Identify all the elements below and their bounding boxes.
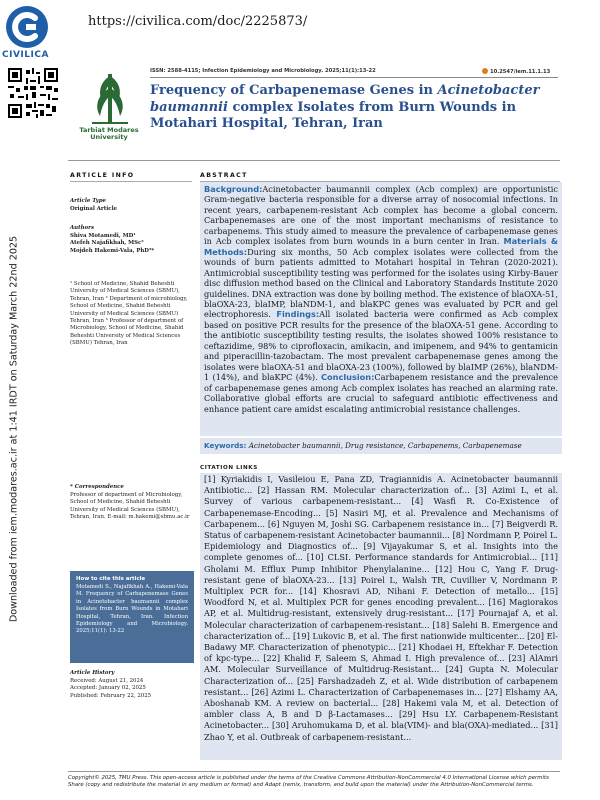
findings-label: Findings: bbox=[276, 309, 320, 320]
correspondence-label: * Correspondence bbox=[70, 484, 124, 490]
keywords bbox=[204, 441, 522, 450]
doi-icon bbox=[482, 68, 488, 74]
title-prefix: Frequency of Carbapenemase Genes in bbox=[150, 83, 438, 98]
author-affiliations: ¹ School of Medicine, Shahid Beheshti University of Medical Sciences (SBMU), Tehran, Iran ² Department of microbiology, School of Medicine, Shahid Beheshti University of Medical Sciences (SBMU) Tehran, Iran ³ Professor of department of Microbiology, School of Medicine, Shahid Beheshti University of Medical Sciences (SBMU) Tehran, Iran bbox=[70, 281, 188, 347]
history-published: Published: February 22, 2025 bbox=[70, 692, 152, 699]
journal-issn-line: ISSN: 2588-4115; Infection Epidemiology and Microbiology. 2025;11(1):13-22 bbox=[150, 68, 376, 74]
author-item: Mojdeh Hakemi-Vala, PhD³* bbox=[70, 247, 155, 254]
article-info-divider bbox=[70, 181, 192, 182]
qr-code-icon bbox=[8, 68, 58, 118]
doi-link[interactable] bbox=[482, 68, 550, 75]
keywords-text: Acinetobacter baumannii, Drug resistance, Carbapenems, Carbapenemase bbox=[248, 441, 522, 450]
how-to-cite-heading: How to cite this article bbox=[76, 576, 146, 582]
header-divider bbox=[150, 77, 558, 78]
background-label: Background: bbox=[204, 184, 263, 194]
conclusion-label: Conclusion: bbox=[321, 372, 375, 383]
abstract-body bbox=[204, 184, 558, 414]
university-logo-text: Tarbiat Modares University bbox=[79, 126, 139, 141]
footer-divider bbox=[68, 771, 560, 772]
conclusion-text: Carbapenem resistance and the prevalence of carbapenemase genes among Acb complex isolates has reached an alarming rate. Collaborative global efforts are crucial to safeguard antibiotic effectiveness and enhance patient care amidst escalating antimicrobial resistance challenges. bbox=[204, 372, 558, 414]
title-divider bbox=[68, 160, 560, 161]
how-to-cite-box bbox=[70, 571, 194, 663]
article-history-label: Article History bbox=[70, 670, 115, 676]
citation-links-heading: CITATION LINKS bbox=[200, 465, 258, 471]
download-note bbox=[8, 154, 20, 704]
abstract-heading: ABSTRACT bbox=[200, 172, 248, 179]
download-note-text: Downloaded from iem.modares.ac.ir at 1:41 IRDT on Saturday March 22nd 2025 bbox=[8, 235, 20, 623]
article-type-value: Original Article bbox=[70, 206, 118, 212]
doi-text: 10.2547/iem.11.1.13 bbox=[490, 69, 551, 75]
copyright-notice: Copyright© 2025, TMU Press. This open-access article is published under the terms of the Creative Commons Attribution-NonCommercial 4.0 International License which permits Share (copy and redistribute the material in any medium or format) and Adapt (remix, transform, and build upon the material) under the Attribution-NonCommercial terms. bbox=[68, 775, 549, 789]
title-species: Acinetobacter baumannii bbox=[150, 83, 540, 115]
authors-label: Authors bbox=[70, 225, 94, 231]
article-type-label: Article Type bbox=[70, 198, 106, 204]
citation-links-text[interactable]: [1] Kyriakidis I, Vasileiou E, Pana ZD, Tragiannidis A. Acinetobacter baumannii Antibiotic... [2] Hassan RM. Molecular characterization of... [3] Azimi L, et al. Survey of various carbapenem-resistant... [4] Wasfi R. Co-Existence of Carbapenemase-Encoding... [5] Nasiri MJ, et al. Prevalence and Mechanisms of Carbapenem... [6] Nguyen M, Joshi SG. Carbapenem resistance in... [7] Beigverdi R. Status of carbapenem-resistant Acinetobacter baumannii... [8] Nordmann P, Poirel L. Epidemiology and Diagnostics of... [9] Vijayakumar S, et al. Insights into the complete genomes of... [10] CLSI. Performance standards for Antimicrobial... [11] Gholami M. Efflux Pump Inhibitor Phenylalanine... [12] Hou C, Yang F. Drug-resistant gene of blaOXA-23... [13] Poirel L, Walsh TR, Cuvillier V, Nordmann P. Multiplex PCR for... [14] Khosravi AD, Nihani F. Detection of metallo... [15] Woodford N, et al. Multiplex PCR for genes encoding prevalent... [16] Magiorakos AP, et al. Multidrug-resistant, extensively drug-resistant... [17] Pournajaf A, et al. Molecular characterization of carbapenem-resistant... [18] Salehi B. Emergence and characterization of... [19] Lukovic B, et al. The first nationwide multicenter... [20] El-Badawy MF. Characterization of phenotypic... [21] Khodaei H, Eftekhar F. Detection of kpc-type... [22] Khalid F, Saleem S, Ahmad I. High prevalence of... [23] AlAmri AM. Molecular Surveillance of Multidrug-Resistant... [24] Gupta N. Molecular Characterization of... [25] Farshadzadeh Z, et al. Wide distribution of carbapenem resistant... [26] Azimi L. Characterization of Carbapenemases in... [27] Elshamy AA, Aboshanab KM. A review on bacterial... [28] Hakemi vala M, et al. Detection of ambler class A, B and D β-Lactamases... [29] Hsu LY. Carbapenem-Resistant Acinetobacter... [30] Aruhomukama D, et al. bla(VIM)- and bla(OXA)-mediated... [31] Zhao Y, et al. Outbreak of carbapenem-resistant... bbox=[204, 474, 558, 742]
article-history-list bbox=[70, 678, 194, 700]
methods-label: Materials & Methods: bbox=[204, 236, 558, 257]
article-info-heading: ARTICLE INFO bbox=[70, 172, 135, 179]
author-item: Shiva Motamedi, MD¹ bbox=[70, 233, 136, 239]
author-item: Atefeh Najafikhah, MSc² bbox=[70, 240, 144, 247]
civilica-logo[interactable] bbox=[4, 4, 50, 50]
history-accepted: Accepted: January 02, 2025 bbox=[70, 685, 146, 692]
findings-text: All isolated bacteria were confirmed as Acb complex based on positive PCR results for the presence of the blaOXA-51 gene. According to the antibiotic susceptibility testing results, the isolates showed 100% resistance to ceftazidime, 98% to ciprofloxacin, amikacin, and imipenem, and 94% to gentamicin and piperacillin-tazobactam. The most prevalent carbapenemase genes among the isolates were blaOXA-51 and blaOXA-23 (100%), followed by blaIMP (26%), blaNDM-1 (14%), and blaKPC (4%). bbox=[204, 309, 558, 383]
article-title bbox=[150, 83, 560, 133]
how-to-cite-text: Motamedi S., Najafikhah A., Hakemi-Vala M. Frequency of Carbapenemase Genes in Acinetobacter baumannii complex Isolates from Burn Wounds in Motahari Hospital, Tehran, Iran. Infection Epidemiology and Microbiology. 2025;11(1): 13-22 bbox=[76, 584, 188, 635]
title-suffix: complex Isolates from Burn Wounds in Motahari Hospital, Tehran, Iran bbox=[150, 99, 517, 131]
keywords-label: Keywords: bbox=[204, 441, 247, 450]
document-url[interactable]: https://civilica.com/doc/2225873/ bbox=[88, 14, 308, 29]
correspondence-text: Professor of department of Microbiology, School of Medicine, Shahid Beheshti University of Medical Sciences (SBMU), Tehran, Iran. E-mail: m.hakemi@sbmu.ac.ir bbox=[70, 492, 190, 521]
background-text: Acinetobacter baumannii complex (Acb complex) are opportunistic Gram-negative bacteria responsible for a diverse array of nosocomial infections. In recent years, carbapenem-resistant Acb complex has become a global concern. Carbapenemases are one of the most important mechanisms of resistance to carbapenems. This study aimed to measure the prevalence of carbapenemase genes in Acb complex isolates from burn wounds in a burn center in Iran. bbox=[204, 184, 558, 247]
methods-text: During six months, 50 Acb complex isolates were collected from the wounds of burn patients admitted to Motahari hospital in Tehran (2020-2021). Antimicrobial susceptibility testing was performed for the isolates using Kirby-Bauer disc diffusion method based on the Clinical and Laboratory Standards Institute 2020 guidelines. DNA extraction was done by boiling method. The existence of blaOXA-51, blaOXA-23, blaIMP, blaNDM-1, and blaKPC genes was evaluated by PCR and gel electrophoresis. bbox=[204, 246, 558, 320]
authors-list bbox=[70, 233, 190, 255]
history-received: Received: August 21, 2024 bbox=[70, 678, 144, 684]
civilica-brand-text: CIVILICA bbox=[2, 50, 49, 60]
